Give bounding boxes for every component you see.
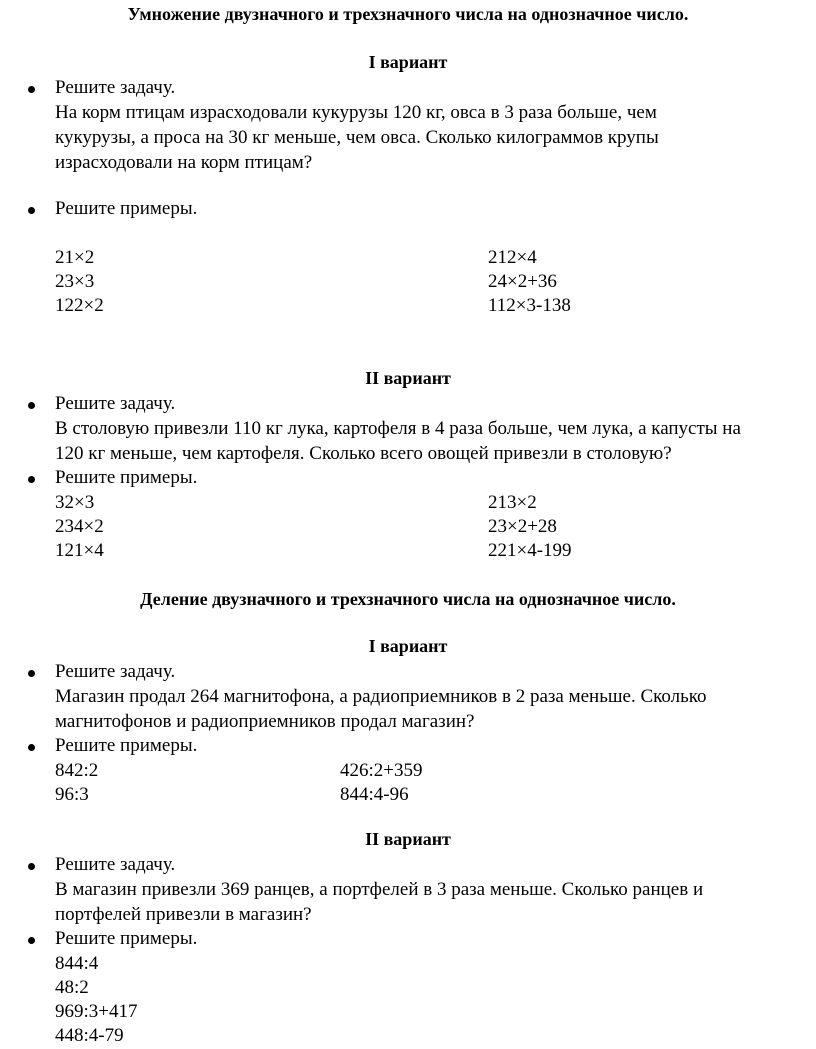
example-item: 21×2 xyxy=(55,247,95,268)
example-item: 448:4-79 xyxy=(55,1025,124,1046)
s1-v1-task-line: На корм птицам израсходовали кукурузы 120 кг, овса в 3 раза больше, чем xyxy=(55,102,657,123)
bullet-icon xyxy=(28,207,35,214)
s1-v1-examples-label: Решите примеры. xyxy=(55,198,198,219)
example-item: 969:3+417 xyxy=(55,1001,138,1022)
s1-v2-task-line: В столовую привезли 110 кг лука, картофеля в 4 раза больше, чем лука, а капусты на xyxy=(55,418,741,439)
example-item: 213×2 xyxy=(488,492,537,513)
example-item: 23×3 xyxy=(55,271,95,292)
example-item: 32×3 xyxy=(55,492,95,513)
s1-v1-title: I вариант xyxy=(368,52,448,72)
s2-v2-task-label: Решите задачу. xyxy=(55,854,176,875)
s1-v1-task-line: израсходовали на корм птицам? xyxy=(55,152,313,173)
s1-v2-task-label: Решите задачу. xyxy=(55,393,176,414)
bullet-icon xyxy=(28,402,35,409)
s1-v1-task-label: Решите задачу. xyxy=(55,77,176,98)
example-item: 426:2+359 xyxy=(340,760,423,781)
example-item: 96:3 xyxy=(55,784,89,805)
example-item: 844:4-96 xyxy=(340,784,409,805)
bullet-icon xyxy=(28,863,35,870)
s1-v2-task-line: 120 кг меньше, чем картофеля. Сколько всего овощей привезли в столовую? xyxy=(55,443,672,464)
example-item: 23×2+28 xyxy=(488,516,557,537)
bullet-icon xyxy=(28,670,35,677)
s2-v1-examples-label: Решите примеры. xyxy=(55,735,198,756)
bullet-icon xyxy=(28,476,35,483)
example-item: 234×2 xyxy=(55,516,104,537)
example-item: 48:2 xyxy=(55,977,89,998)
s1-v1-task-line: кукурузы, а проса на 30 кг меньше, чем овса. Сколько килограммов крупы xyxy=(55,127,659,148)
example-item: 844:4 xyxy=(55,953,99,974)
s2-v1-task-line: магнитофонов и радиоприемников продал магазин? xyxy=(55,711,475,732)
example-item: 212×4 xyxy=(488,247,537,268)
example-item: 121×4 xyxy=(55,540,104,561)
example-item: 221×4-199 xyxy=(488,540,572,561)
s1-v2-examples-label: Решите примеры. xyxy=(55,467,198,488)
s2-v2-title: II вариант xyxy=(365,829,451,849)
s2-v2-task-line: портфелей привезли в магазин? xyxy=(55,904,312,925)
s2-v1-title: I вариант xyxy=(368,636,448,656)
example-item: 842:2 xyxy=(55,760,99,781)
bullet-icon xyxy=(28,744,35,751)
example-item: 112×3-138 xyxy=(488,295,571,316)
s2-v2-examples-label: Решите примеры. xyxy=(55,928,198,949)
section2-title: Деление двузначного и трехзначного числа на однозначное число. xyxy=(140,589,676,609)
bullet-icon xyxy=(28,86,35,93)
s2-v2-task-line: В магазин привезли 369 ранцев, а портфелей в 3 раза меньше. Сколько ранцев и xyxy=(55,879,704,900)
bullet-icon xyxy=(28,937,35,944)
section1-title: Умножение двузначного и трехзначного числа на однозначное число. xyxy=(127,4,689,24)
s1-v2-title: II вариант xyxy=(365,368,451,388)
example-item: 24×2+36 xyxy=(488,271,557,292)
s2-v1-task-line: Магазин продал 264 магнитофона, а радиоприемников в 2 раза меньше. Сколько xyxy=(55,686,707,707)
s2-v1-task-label: Решите задачу. xyxy=(55,661,176,682)
example-item: 122×2 xyxy=(55,295,104,316)
